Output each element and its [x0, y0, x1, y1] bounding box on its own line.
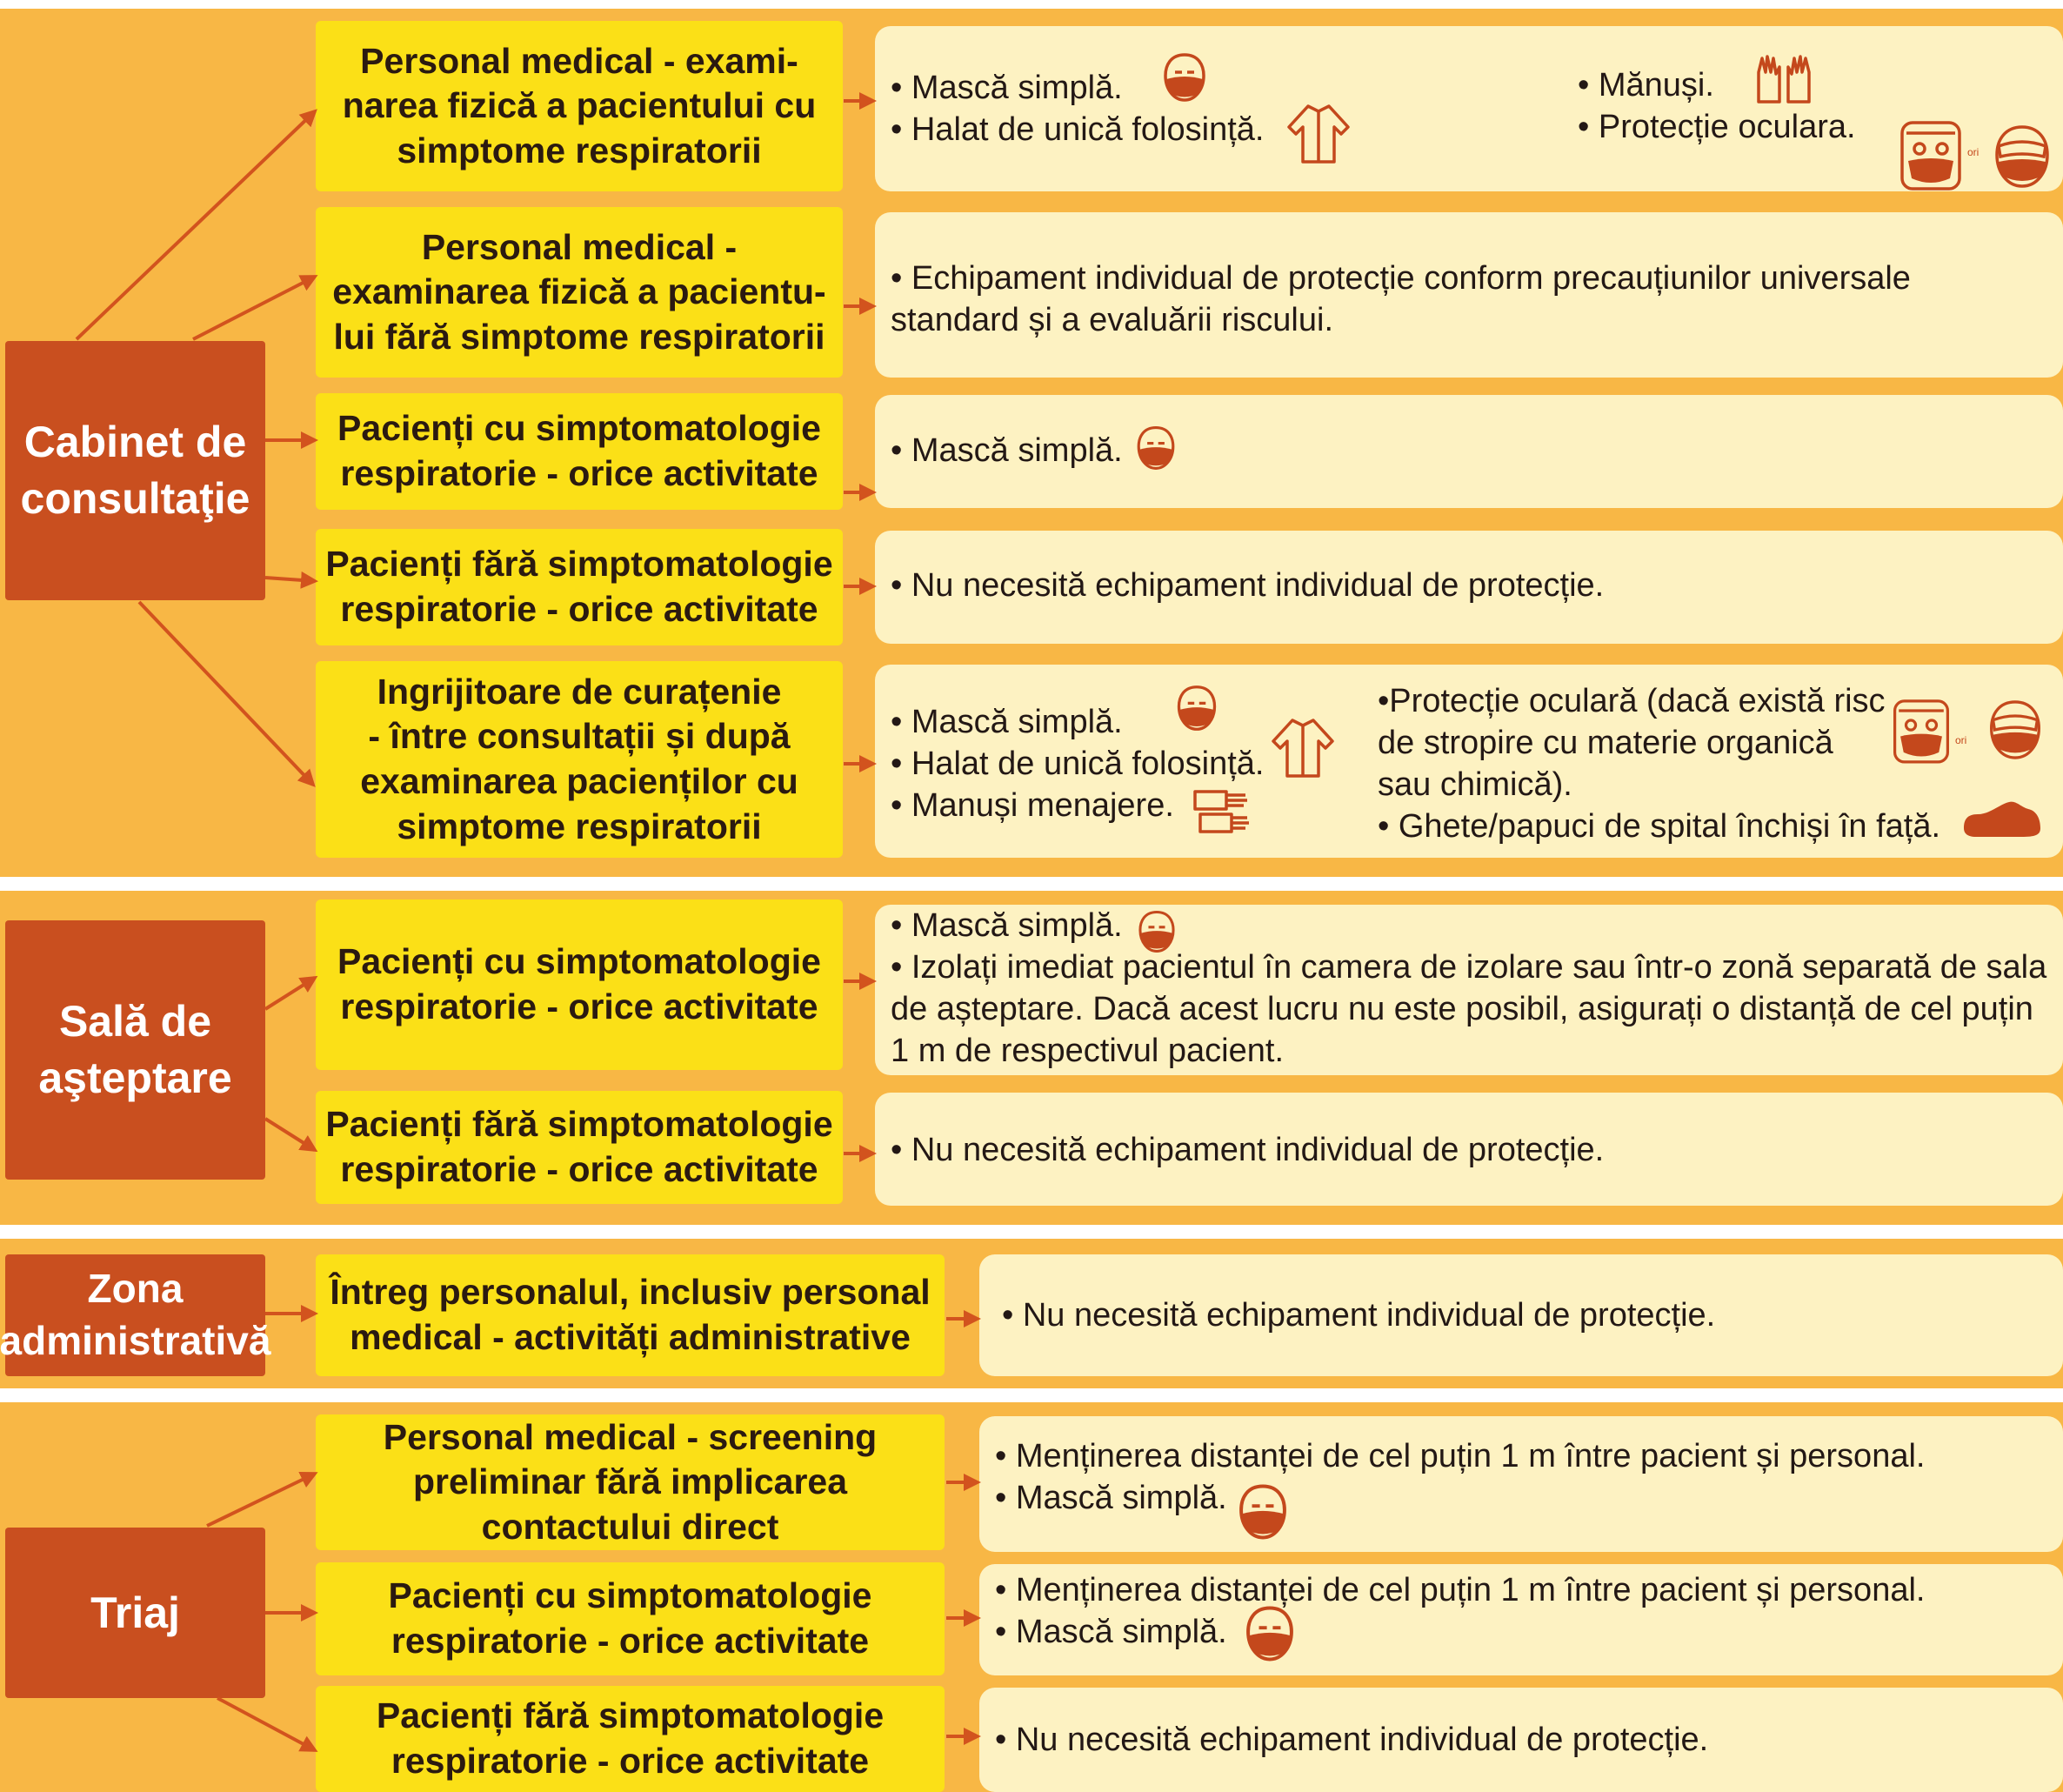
or-label: ori — [1967, 146, 1980, 158]
measures-box — [875, 905, 2063, 1075]
measure-item: sau chimică). — [1378, 766, 1572, 803]
measures-box — [979, 1416, 2063, 1552]
measure-item: • Menținerea distanței de cel puțin 1 m între pacient și personal. — [995, 1438, 1926, 1474]
category-box: Pacienți fără simptomatologie respiratorie - orice activitate — [316, 529, 843, 645]
measures-box — [979, 1564, 2063, 1675]
category-box: Pacienți cu simptomatologie respiratorie - orice activitate — [316, 393, 843, 510]
measures-box — [979, 1688, 2063, 1792]
category-box: Întreg personalul, inclusiv personal medical - activități administrative — [316, 1254, 945, 1376]
location-waiting-room: Sală de aşteptare — [5, 920, 265, 1180]
measure-item: • Ghete/papuci de spital închiși în față. — [1378, 808, 1941, 845]
measure-item: • Echipament individual de protecție conform precauțiunilor universale standard și a evaluării riscului. — [891, 260, 1911, 338]
category-box: Pacienți cu simptomatologie respiratorie - orice activitate — [316, 899, 843, 1070]
measures-box — [979, 1254, 2063, 1376]
category-box: Personal medical - examinarea fizică a pacientu- lui fără simptome respiratorii — [316, 207, 843, 378]
measure-item: • Menținerea distanței de cel puțin 1 m între pacient și personal. — [995, 1572, 1926, 1608]
measures-box — [875, 665, 2063, 858]
measures-box — [875, 212, 2063, 378]
household-gloves-icon — [1192, 785, 1252, 837]
goggles-icon — [1986, 698, 2044, 762]
category-box: Pacienți cu simptomatologie respiratorie - orice activitate — [316, 1562, 945, 1675]
measures-box — [875, 395, 2063, 508]
mask-icon — [1233, 1479, 1292, 1545]
measure-item: • Mască simplă. — [995, 1480, 1227, 1516]
measure-item: • Mănuși. — [1578, 67, 1714, 104]
mask-icon — [1172, 682, 1221, 734]
location-triage: Triaj — [5, 1528, 265, 1698]
measure-item: • Mască simplă. — [891, 704, 1123, 740]
goggles-icon — [1992, 124, 2053, 190]
measure-item: •Protecție oculară (dacă există risc — [1378, 683, 1886, 719]
category-box: Pacienți fără simptomatologie respiratorie - orice activitate — [316, 1091, 843, 1204]
measure-item: • Mască simplă. — [891, 70, 1123, 106]
measures-box — [875, 531, 2063, 644]
measure-item: • Halat de unică folosință. — [891, 746, 1265, 782]
measure-item: • Izolați imediat pacientul în camera de izolare sau într-o zonă separată de sala de așteptare. Dacă acest lucru nu este posibil, asigurați o distanță de cel puțin 1 m de respectivul pacient. — [891, 949, 2047, 1069]
measure-item: • Halat de unică folosință. — [891, 111, 1265, 148]
location-cabinet: Cabinet de consultaţie — [5, 341, 265, 600]
measure-item: • Nu necesită echipament individual de protecție. — [891, 567, 1605, 604]
category-box: Ingrijitoare de curațenie - între consultații și după examinarea pacienților cu simptome respiratorii — [316, 661, 843, 858]
gloves-icon — [1753, 53, 1814, 105]
measure-item: de stropire cu materie organică — [1378, 725, 1833, 761]
measures-box — [875, 1093, 2063, 1206]
closed-shoe-icon — [1960, 793, 2044, 840]
face-shield-icon — [1891, 696, 1952, 766]
category-box: Personal medical - screening preliminar fără implicarea contactului direct — [316, 1414, 945, 1550]
measure-item: • Mască simplă. — [891, 907, 1123, 944]
measure-item: • Manuși menajere. — [891, 787, 1174, 824]
measure-item: • Nu necesită echipament individual de protecție. — [1002, 1297, 1716, 1334]
category-box: Personal medical - exami- narea fizică a pacientului cu simptome respiratorii — [316, 21, 843, 191]
mask-icon — [1240, 1601, 1299, 1667]
measures-box — [875, 26, 2063, 191]
mask-icon — [1134, 907, 1179, 956]
or-label: ori — [1955, 734, 1967, 746]
mask-icon — [1158, 51, 1211, 104]
measure-item: • Nu necesită echipament individual de protecție. — [891, 1132, 1605, 1168]
measure-item: • Protecție oculara. — [1578, 109, 1856, 145]
measure-item: • Mască simplă. — [995, 1614, 1227, 1650]
gown-icon — [1284, 101, 1353, 167]
gown-icon — [1268, 715, 1338, 781]
category-box: Pacienți fără simptomatologie respiratorie - orice activitate — [316, 1686, 945, 1792]
mask-icon — [1132, 423, 1179, 473]
measure-item: • Mască simplă. — [891, 432, 1123, 469]
location-admin: Zona administrativă — [5, 1254, 265, 1376]
face-shield-icon — [1898, 117, 1964, 192]
measure-item: • Nu necesită echipament individual de protecție. — [995, 1722, 1709, 1758]
